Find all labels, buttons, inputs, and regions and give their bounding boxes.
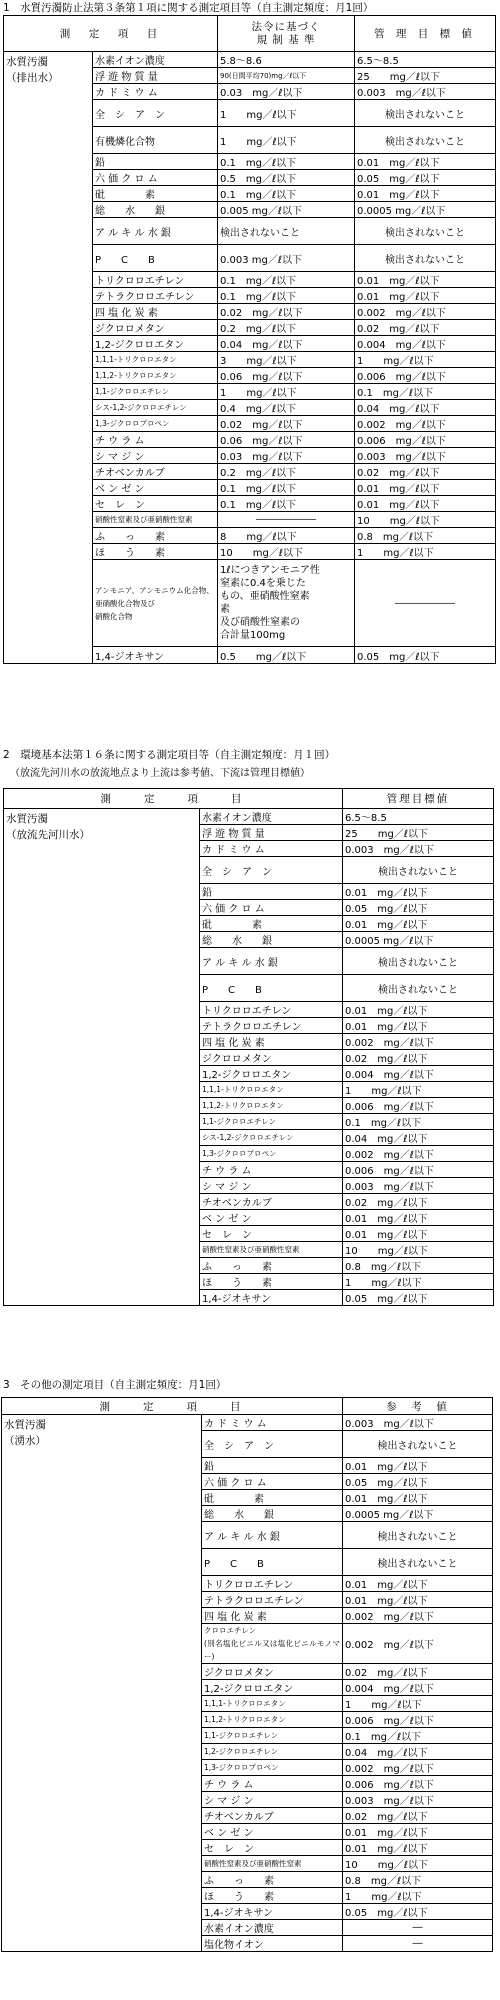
target-value: 0.01 mg／ℓ以下 <box>355 154 496 170</box>
item-name: ジクロロメタン <box>200 1050 343 1066</box>
item-name: 鉛 <box>93 154 218 170</box>
target-value: 0.006 mg／ℓ以下 <box>355 368 496 384</box>
law-standard-value: 0.1 mg／ℓ以下 <box>218 288 355 304</box>
target-value: 0.8 mg／ℓ以下 <box>343 1258 494 1274</box>
target-value: 0.003 mg／ℓ以下 <box>343 841 494 857</box>
target-value: 0.003 mg／ℓ以下 <box>343 1178 494 1194</box>
target-value: 0.02 mg／ℓ以下 <box>343 1808 493 1824</box>
item-name: 全 シ ア ン <box>93 100 218 127</box>
target-value: 0.01 mg／ℓ以下 <box>343 1824 493 1840</box>
target-value: 0.01 mg／ℓ以下 <box>343 1840 493 1856</box>
target-value: 0.006 mg／ℓ以下 <box>343 1162 494 1178</box>
table-row <box>2 1415 493 1431</box>
item-name: ジクロロメタン <box>202 1664 343 1680</box>
target-value: 0.01 mg／ℓ以下 <box>355 496 496 512</box>
target-value: 0.01 mg／ℓ以下 <box>355 272 496 288</box>
target-value: 0.01 mg／ℓ以下 <box>355 186 496 202</box>
header-item: 測 定 項 目 <box>4 16 218 52</box>
item-name: 四 塩 化 炭 素 <box>202 1608 343 1624</box>
target-value: 0.0005 mg／ℓ以下 <box>355 202 496 218</box>
target-value: 0.01 mg／ℓ以下 <box>343 884 494 900</box>
target-value: 検出されないこと <box>355 127 496 154</box>
item-name: ベ ン ゼ ン <box>93 480 218 496</box>
item-name: ほ う 素 <box>93 544 218 560</box>
item-name: 1,3-ジクロロプロペン <box>93 416 218 432</box>
item-name: 全 シ ア ン <box>200 857 343 884</box>
target-value: 0.01 mg／ℓ以下 <box>343 1210 494 1226</box>
item-name: 1,2-ジクロロエタン <box>200 1066 343 1082</box>
law-standard-value: 0.003 mg／ℓ以下 <box>218 245 355 272</box>
target-value: 1 mg／ℓ以下 <box>355 544 496 560</box>
law-standard-value: 0.02 mg／ℓ以下 <box>218 304 355 320</box>
target-value: 0.05 mg／ℓ以下 <box>343 1290 494 1306</box>
item-name: 1,2-ジクロロエタン <box>93 336 218 352</box>
item-name: 水素イオン濃度 <box>202 1920 343 1936</box>
target-value: 検出されないこと <box>355 245 496 272</box>
target-value: 0.002 mg／ℓ以下 <box>343 1760 493 1776</box>
law-standard-value: 1 mg／ℓ以下 <box>218 384 355 400</box>
law-standard-value: 0.03 mg／ℓ以下 <box>218 448 355 464</box>
item-name: 1,1,1-トリクロロエタン <box>200 1082 343 1098</box>
item-name: セ レ ン <box>200 1226 343 1242</box>
target-value: 1 mg／ℓ以下 <box>343 1082 494 1098</box>
target-value: 0.04 mg／ℓ以下 <box>343 1130 494 1146</box>
target-value: 検出されないこと <box>343 1549 493 1576</box>
header-item: 測 定 項 目 <box>4 789 343 809</box>
header-target: 管 理 目 標 値 <box>355 16 496 52</box>
target-value: 0.002 mg／ℓ以下 <box>355 304 496 320</box>
target-value: 25 mg／ℓ以下 <box>355 68 496 84</box>
section-3-title: 3 その他の測定項目（自主測定頻度：月1回） <box>3 1379 227 1391</box>
target-value: 6.5～8.5 <box>343 809 494 825</box>
item-name: 1,2-ジクロロエタン <box>202 1680 343 1696</box>
table-row <box>4 52 496 68</box>
target-value: 0.006 mg／ℓ以下 <box>343 1776 493 1792</box>
item-name: 浮 遊 物 質 量 <box>93 68 218 84</box>
target-value: 0.006 mg／ℓ以下 <box>343 1712 493 1728</box>
item-name: チ ウ ラ ム <box>202 1776 343 1792</box>
target-value: 0.006 mg／ℓ以下 <box>343 1098 494 1114</box>
item-name: テトラクロロエチレン <box>93 288 218 304</box>
table-header-row <box>4 789 494 809</box>
item-name: ふ っ 素 <box>200 1258 343 1274</box>
target-value: 0.02 mg／ℓ以下 <box>355 464 496 480</box>
law-standard-value: 0.1 mg／ℓ以下 <box>218 272 355 288</box>
law-standard-value: 0.06 mg／ℓ以下 <box>218 432 355 448</box>
item-name: セ レ ン <box>202 1840 343 1856</box>
target-value: 0.01 mg／ℓ以下 <box>355 480 496 496</box>
target-value: 10 mg／ℓ以下 <box>355 512 496 528</box>
target-value: 0.05 mg／ℓ以下 <box>343 900 494 916</box>
target-value: 0.004 mg／ℓ以下 <box>355 336 496 352</box>
table-header-row <box>4 16 496 52</box>
law-standard-value: 検出されないこと <box>218 218 355 245</box>
target-value: 0.8 mg／ℓ以下 <box>355 528 496 544</box>
law-standard-value: 1 mg／ℓ以下 <box>218 100 355 127</box>
item-name: ほ う 素 <box>200 1274 343 1290</box>
item-name: チオベンカルブ <box>93 464 218 480</box>
item-name: 1,4-ジオキサン <box>93 647 218 664</box>
target-value: 検出されないこと <box>343 1431 493 1458</box>
target-value: ―――――― <box>355 560 496 647</box>
item-name: ア ル キ ル 水 銀 <box>93 218 218 245</box>
law-standard-value: 3 mg／ℓ以下 <box>218 352 355 368</box>
target-value: 0.01 mg／ℓ以下 <box>343 1458 493 1474</box>
header-item: 測 定 項 目 <box>2 1398 343 1415</box>
item-name: ふ っ 素 <box>202 1872 343 1888</box>
target-value: 1 mg／ℓ以下 <box>343 1274 494 1290</box>
item-name: 1,4-ジオキサン <box>202 1904 343 1920</box>
law-standard-value: 0.02 mg／ℓ以下 <box>218 416 355 432</box>
target-value: 0.003 mg／ℓ以下 <box>355 84 496 100</box>
target-value: 0.8 mg／ℓ以下 <box>343 1872 493 1888</box>
section-2-table <box>3 788 494 1306</box>
item-name: 浮 遊 物 質 量 <box>200 825 343 841</box>
law-standard-value: ―――――― <box>218 512 355 528</box>
item-name: シ マ ジ ン <box>93 448 218 464</box>
item-name: P C B <box>93 245 218 272</box>
target-value: 0.05 mg／ℓ以下 <box>355 170 496 186</box>
target-value: 1 mg／ℓ以下 <box>343 1696 493 1712</box>
target-value: 検出されないこと <box>355 100 496 127</box>
item-name: 六 価 ク ロ ム <box>202 1474 343 1490</box>
item-name: 全 シ ア ン <box>202 1431 343 1458</box>
item-name: 1,1,1-トリクロロエタン <box>93 352 218 368</box>
item-name: 水素イオン濃度 <box>93 52 218 68</box>
law-standard-value: 0.1 mg／ℓ以下 <box>218 154 355 170</box>
category-label: 水質汚濁 （湧水） <box>2 1415 202 1952</box>
item-name: 1,3-ジクロロプロペン <box>200 1146 343 1162</box>
target-value: 0.01 mg／ℓ以下 <box>355 288 496 304</box>
category-label: 水質汚濁 （排出水） <box>4 52 93 664</box>
law-standard-value: 1ℓにつきアンモニア性 窒素に0.4を乗じた もの、亜硝酸性窒素 素 及び硝酸性窒素の 合計量100mg <box>218 560 355 647</box>
target-value: 0.002 mg／ℓ以下 <box>343 1146 494 1162</box>
target-value: 0.01 mg／ℓ以下 <box>343 1226 494 1242</box>
target-value: ― <box>343 1936 493 1952</box>
target-value: 0.01 mg／ℓ以下 <box>343 1018 494 1034</box>
target-value: 0.02 mg／ℓ以下 <box>343 1050 494 1066</box>
item-name: 砒 素 <box>202 1490 343 1506</box>
target-value: 0.002 mg／ℓ以下 <box>343 1034 494 1050</box>
item-name: 六 価 ク ロ ム <box>93 170 218 186</box>
item-name: カ ド ミ ウ ム <box>202 1415 343 1431</box>
item-name: ア ル キ ル 水 銀 <box>202 1522 343 1549</box>
target-value: 0.004 mg／ℓ以下 <box>343 1680 493 1696</box>
target-value: 0.05 mg／ℓ以下 <box>343 1474 493 1490</box>
target-value: 検出されないこと <box>343 857 494 884</box>
item-name: 1,1,1-トリクロロエタン <box>202 1696 343 1712</box>
section-3-table <box>1 1397 493 1952</box>
item-name: シ マ ジ ン <box>202 1792 343 1808</box>
target-value: 0.01 mg／ℓ以下 <box>343 1576 493 1592</box>
item-name: ふ っ 素 <box>93 528 218 544</box>
item-name: ア ル キ ル 水 銀 <box>200 948 343 975</box>
item-name: 1,1,2-トリクロロエタン <box>93 368 218 384</box>
target-value: 0.003 mg／ℓ以下 <box>343 1415 493 1431</box>
target-value: 検出されないこと <box>343 975 494 1002</box>
target-value: 0.05 mg／ℓ以下 <box>343 1904 493 1920</box>
item-name: カ ド ミ ウ ム <box>200 841 343 857</box>
item-name: ほ う 素 <box>202 1888 343 1904</box>
law-standard-value: 0.03 mg／ℓ以下 <box>218 84 355 100</box>
item-name: 1,3-ジクロロプロペン <box>202 1760 343 1776</box>
target-value: 10 mg／ℓ以下 <box>343 1242 494 1258</box>
item-name: 総 水 銀 <box>200 932 343 948</box>
target-value: 0.1 mg／ℓ以下 <box>343 1114 494 1130</box>
item-name: 砒 素 <box>93 186 218 202</box>
item-name: テトラクロロエチレン <box>200 1018 343 1034</box>
item-name: 1,1-ジクロロエチレン <box>200 1114 343 1130</box>
target-value: ― <box>343 1920 493 1936</box>
item-name: ジクロロメタン <box>93 320 218 336</box>
item-name: 1,4-ジオキサン <box>200 1290 343 1306</box>
target-value: 0.1 mg／ℓ以下 <box>343 1728 493 1744</box>
target-value: 検出されないこと <box>355 218 496 245</box>
header-law-standard: 法令に基づく 規 制 基 準 <box>218 16 355 52</box>
target-value: 0.02 mg／ℓ以下 <box>343 1194 494 1210</box>
target-value: 0.003 mg／ℓ以下 <box>343 1792 493 1808</box>
item-name: 総 水 銀 <box>202 1506 343 1522</box>
law-standard-value: 0.04 mg／ℓ以下 <box>218 336 355 352</box>
target-value: 0.01 mg／ℓ以下 <box>343 1490 493 1506</box>
target-value: 0.05 mg／ℓ以下 <box>355 647 496 664</box>
target-value: 1 mg／ℓ以下 <box>355 352 496 368</box>
law-standard-value: 0.06 mg／ℓ以下 <box>218 368 355 384</box>
header-target: 管理目標値 <box>343 789 494 809</box>
item-name: 総 水 銀 <box>93 202 218 218</box>
item-name: 鉛 <box>202 1458 343 1474</box>
item-name: 四 塩 化 炭 素 <box>93 304 218 320</box>
item-name: ベ ン ゼ ン <box>200 1210 343 1226</box>
target-value: 検出されないこと <box>343 948 494 975</box>
item-name: 六 価 ク ロ ム <box>200 900 343 916</box>
item-name: 1,1-ジクロロエチレン <box>202 1728 343 1744</box>
item-name: 水素イオン濃度 <box>200 809 343 825</box>
item-name: テトラクロロエチレン <box>202 1592 343 1608</box>
item-name: 硝酸性窒素及び亜硝酸性窒素 <box>202 1856 343 1872</box>
item-name: 砒 素 <box>200 916 343 932</box>
header-reference-value: 参 考 値 <box>343 1398 493 1415</box>
table-row <box>4 809 494 825</box>
item-name: チオベンカルブ <box>202 1808 343 1824</box>
target-value: 0.0005 mg／ℓ以下 <box>343 1506 493 1522</box>
law-standard-value: 0.1 mg／ℓ以下 <box>218 480 355 496</box>
target-value: 0.004 mg／ℓ以下 <box>343 1066 494 1082</box>
target-value: 25 mg／ℓ以下 <box>343 825 494 841</box>
item-name: トリクロロエチレン <box>202 1576 343 1592</box>
target-value: 0.02 mg／ℓ以下 <box>355 320 496 336</box>
section-1-table <box>3 15 496 664</box>
item-name: P C B <box>202 1549 343 1576</box>
category-label: 水質汚濁 （放流先河川水） <box>4 809 200 1306</box>
target-value: 0.0005 mg／ℓ以下 <box>343 932 494 948</box>
law-standard-value: 0.1 mg／ℓ以下 <box>218 186 355 202</box>
section-1-title: 1 水質汚濁防止法第３条第１項に関する測定項目等（自主測定頻度：月1回） <box>3 2 374 14</box>
item-name: 1,1,2-トリクロロエタン <box>200 1098 343 1114</box>
item-name: 塩化物イオン <box>202 1936 343 1952</box>
target-value: 0.04 mg／ℓ以下 <box>343 1744 493 1760</box>
law-standard-value: 90(日間平均70)mg／ℓ以下 <box>218 68 355 84</box>
item-name: カ ド ミ ウ ム <box>93 84 218 100</box>
target-value: 0.01 mg／ℓ以下 <box>343 1002 494 1018</box>
item-name: チオベンカルブ <box>200 1194 343 1210</box>
item-name: シス-1,2-ジクロロエチレン <box>200 1130 343 1146</box>
target-value: 0.1 mg／ℓ以下 <box>355 384 496 400</box>
item-name: 硝酸性窒素及び亜硝酸性窒素 <box>200 1242 343 1258</box>
target-value: 1 mg／ℓ以下 <box>343 1888 493 1904</box>
target-value: 0.003 mg／ℓ以下 <box>355 448 496 464</box>
section-2-subtitle: （放流先河川水の放流地点より上流は参考値、下流は管理目標値） <box>10 768 310 779</box>
target-value: 0.002 mg／ℓ以下 <box>343 1608 493 1624</box>
item-name: ベ ン ゼ ン <box>202 1824 343 1840</box>
item-name: 鉛 <box>200 884 343 900</box>
target-value: 0.006 mg／ℓ以下 <box>355 432 496 448</box>
item-name: 硝酸性窒素及び亜硝酸性窒素 <box>93 512 218 528</box>
section-2-title: 2 環境基本法第１６条に関する測定項目等（自主測定頻度：月１回） <box>3 749 336 761</box>
item-name: シ マ ジ ン <box>200 1178 343 1194</box>
law-standard-value: 1 mg／ℓ以下 <box>218 127 355 154</box>
law-standard-value: 5.8～8.6 <box>218 52 355 68</box>
item-name: セ レ ン <box>93 496 218 512</box>
law-standard-value: 0.1 mg／ℓ以下 <box>218 496 355 512</box>
target-value: 0.04 mg／ℓ以下 <box>355 400 496 416</box>
target-value: 検出されないこと <box>343 1522 493 1549</box>
item-name: トリクロロエチレン <box>200 1002 343 1018</box>
law-standard-value: 0.5 mg／ℓ以下 <box>218 170 355 186</box>
law-standard-value: 10 mg／ℓ以下 <box>218 544 355 560</box>
law-standard-value: 0.2 mg／ℓ以下 <box>218 464 355 480</box>
item-name: 1,1,2-トリクロロエタン <box>202 1712 343 1728</box>
item-name: アンモニア、アンモニウム化合物、 亜硝酸化合物及び 硝酸化合物 <box>93 560 218 647</box>
target-value: 0.01 mg／ℓ以下 <box>343 1592 493 1608</box>
item-name: 四 塩 化 炭 素 <box>200 1034 343 1050</box>
target-value: 6.5～8.5 <box>355 52 496 68</box>
item-name: トリクロロエチレン <box>93 272 218 288</box>
target-value: 0.01 mg／ℓ以下 <box>343 916 494 932</box>
target-value: 0.002 mg／ℓ以下 <box>343 1624 493 1664</box>
law-standard-value: 8 mg／ℓ以下 <box>218 528 355 544</box>
law-standard-value: 0.5 mg／ℓ以下 <box>218 647 355 664</box>
target-value: 0.02 mg／ℓ以下 <box>343 1664 493 1680</box>
law-standard-value: 0.005 mg／ℓ以下 <box>218 202 355 218</box>
item-name: シス-1,2-ジクロロエチレン <box>93 400 218 416</box>
item-name: 有機燐化合物 <box>93 127 218 154</box>
item-name: 1,2-ジクロロエチレン <box>202 1744 343 1760</box>
item-name: チ ウ ラ ム <box>200 1162 343 1178</box>
law-standard-value: 0.2 mg／ℓ以下 <box>218 320 355 336</box>
item-name: 1,1-ジクロロエチレン <box>93 384 218 400</box>
item-name: P C B <box>200 975 343 1002</box>
law-standard-value: 0.4 mg／ℓ以下 <box>218 400 355 416</box>
target-value: 0.002 mg／ℓ以下 <box>355 416 496 432</box>
item-name: クロロエチレン (別名塩化ビニル又は塩化ビニルモノマー) <box>202 1624 343 1664</box>
table-header-row <box>2 1398 493 1415</box>
item-name: チ ウ ラ ム <box>93 432 218 448</box>
target-value: 10 mg／ℓ以下 <box>343 1856 493 1872</box>
